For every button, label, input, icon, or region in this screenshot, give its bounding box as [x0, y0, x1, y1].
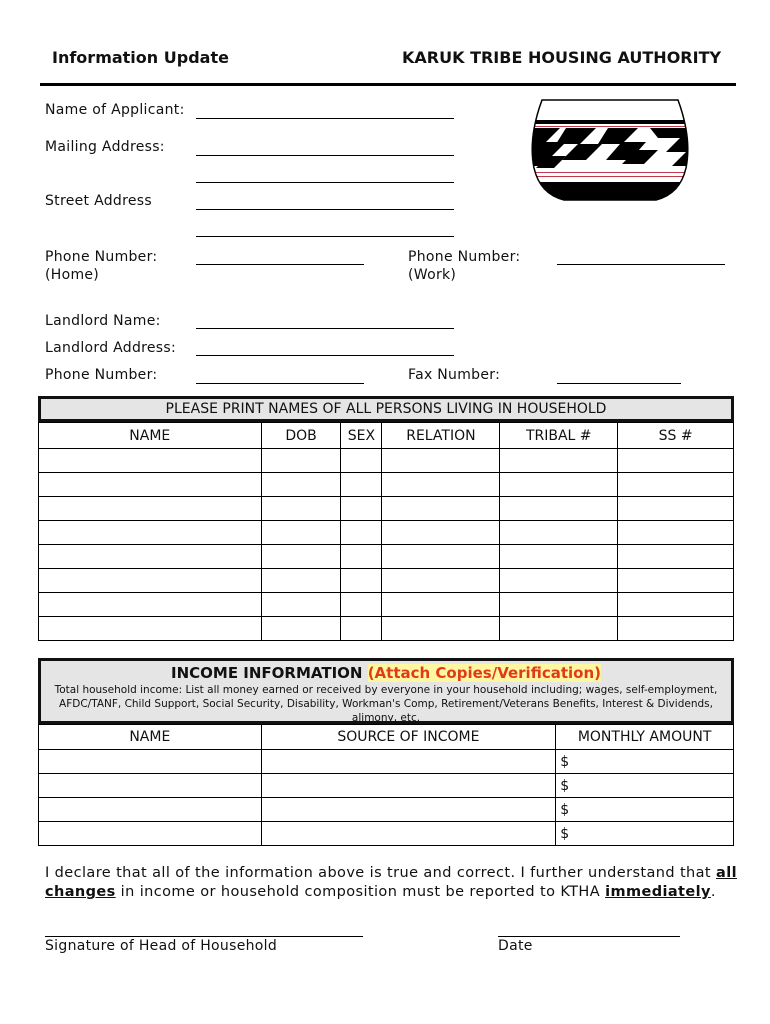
- income-col-name: NAME: [39, 725, 262, 750]
- landlord-address-label: Landlord Address:: [45, 340, 177, 356]
- basket-logo: [526, 98, 694, 202]
- header-rule: [40, 83, 736, 86]
- date-label: Date: [498, 938, 533, 954]
- income-cell[interactable]: [261, 750, 556, 774]
- household-cell[interactable]: [382, 569, 500, 593]
- street-address-label: Street Address: [45, 193, 152, 209]
- household-cell[interactable]: [618, 617, 734, 641]
- income-amount-cell[interactable]: $: [556, 774, 734, 798]
- household-cell[interactable]: [618, 545, 734, 569]
- household-cell[interactable]: [341, 497, 382, 521]
- household-cell[interactable]: [261, 521, 341, 545]
- household-row: [39, 473, 734, 497]
- income-cell[interactable]: [261, 774, 556, 798]
- income-cell[interactable]: [39, 750, 262, 774]
- household-cell[interactable]: [39, 569, 262, 593]
- declaration-text: [45, 864, 745, 902]
- form-title: Information Update: [52, 48, 229, 67]
- household-cell[interactable]: [341, 617, 382, 641]
- household-cell[interactable]: [382, 617, 500, 641]
- household-cell[interactable]: [261, 545, 341, 569]
- household-col-relation: RELATION: [382, 423, 500, 449]
- household-cell[interactable]: [382, 593, 500, 617]
- declaration-emph-all-changes: all changes: [45, 865, 737, 900]
- household-cell[interactable]: [618, 569, 734, 593]
- organization-name: KARUK TRIBE HOUSING AUTHORITY: [402, 48, 722, 67]
- income-cell[interactable]: [261, 798, 556, 822]
- household-cell[interactable]: [261, 497, 341, 521]
- income-row: [39, 774, 734, 798]
- income-title: INCOME INFORMATION: [171, 664, 363, 682]
- household-cell[interactable]: [341, 569, 382, 593]
- applicant-name-label: Name of Applicant:: [45, 102, 185, 118]
- household-col-sex: SEX: [341, 423, 382, 449]
- household-cell[interactable]: [382, 473, 500, 497]
- income-row: [39, 798, 734, 822]
- household-table: [38, 422, 734, 641]
- household-cell[interactable]: [382, 545, 500, 569]
- phone-work-sub: (Work): [408, 267, 457, 283]
- household-cell[interactable]: [618, 473, 734, 497]
- household-cell[interactable]: [500, 521, 618, 545]
- household-col-name: NAME: [39, 423, 262, 449]
- income-amount-cell[interactable]: $: [556, 822, 734, 846]
- applicant-name-field[interactable]: [196, 118, 454, 119]
- landlord-name-field[interactable]: [196, 328, 454, 329]
- household-cell[interactable]: [341, 521, 382, 545]
- income-cell[interactable]: [39, 798, 262, 822]
- landlord-phone-label: Phone Number:: [45, 367, 158, 383]
- household-cell[interactable]: [39, 473, 262, 497]
- mailing-address-label: Mailing Address:: [45, 139, 165, 155]
- mailing-address-field[interactable]: [196, 155, 454, 156]
- household-row: [39, 617, 734, 641]
- household-col-ss: SS #: [618, 423, 734, 449]
- household-row: [39, 497, 734, 521]
- income-cell[interactable]: [39, 822, 262, 846]
- phone-work-field[interactable]: [557, 264, 725, 265]
- phone-home-field[interactable]: [196, 264, 364, 265]
- income-cell[interactable]: [261, 822, 556, 846]
- income-cell[interactable]: [39, 774, 262, 798]
- household-cell[interactable]: [500, 473, 618, 497]
- landlord-address-field[interactable]: [196, 355, 454, 356]
- household-row: [39, 569, 734, 593]
- household-cell[interactable]: [261, 473, 341, 497]
- household-cell[interactable]: [39, 617, 262, 641]
- income-table: [38, 724, 734, 846]
- household-row: [39, 593, 734, 617]
- household-cell[interactable]: [382, 497, 500, 521]
- declaration-emph-immediately: immediately: [605, 884, 711, 900]
- landlord-fax-field[interactable]: [557, 383, 681, 384]
- household-cell[interactable]: [500, 449, 618, 473]
- household-cell[interactable]: [39, 545, 262, 569]
- income-amount-cell[interactable]: $: [556, 750, 734, 774]
- household-cell[interactable]: [341, 545, 382, 569]
- street-address-field-2[interactable]: [196, 236, 454, 237]
- phone-home-label: Phone Number:: [45, 249, 158, 265]
- household-row: [39, 545, 734, 569]
- signature-field[interactable]: [45, 936, 363, 937]
- income-attach-note: (Attach Copies/Verification): [367, 664, 601, 682]
- household-cell[interactable]: [500, 545, 618, 569]
- income-banner: [38, 658, 734, 724]
- household-cell[interactable]: [39, 593, 262, 617]
- household-col-dob: DOB: [261, 423, 341, 449]
- income-description: Total household income: List all money earned or received by everyone in your household including; wages, self-employment, AFDC/TANF, Child Support, Social Security, Disability, Workman's Comp, Retirement/Veterans Benefits, Interest & Dividends, alimony, etc.: [54, 684, 718, 724]
- household-cell[interactable]: [341, 449, 382, 473]
- household-cell[interactable]: [500, 569, 618, 593]
- household-cell[interactable]: [261, 593, 341, 617]
- household-cell[interactable]: [618, 593, 734, 617]
- phone-work-label: Phone Number:: [408, 249, 521, 265]
- income-title-line: [41, 664, 731, 682]
- income-col-amount: MONTHLY AMOUNT: [556, 725, 734, 750]
- landlord-name-label: Landlord Name:: [45, 313, 161, 329]
- income-row: [39, 822, 734, 846]
- street-address-field[interactable]: [196, 209, 454, 210]
- income-row: [39, 750, 734, 774]
- household-row: [39, 449, 734, 473]
- household-cell[interactable]: [261, 569, 341, 593]
- household-cell[interactable]: [39, 521, 262, 545]
- household-cell[interactable]: [382, 521, 500, 545]
- household-cell[interactable]: [618, 497, 734, 521]
- household-cell[interactable]: [341, 593, 382, 617]
- declaration-part2: in income or household composition must be reported to KTHA: [115, 884, 606, 900]
- phone-home-sub: (Home): [45, 267, 100, 283]
- signature-label: Signature of Head of Household: [45, 938, 278, 954]
- household-row: [39, 521, 734, 545]
- household-cell[interactable]: [39, 449, 262, 473]
- household-cell[interactable]: [261, 449, 341, 473]
- household-cell[interactable]: [382, 449, 500, 473]
- household-banner: PLEASE PRINT NAMES OF ALL PERSONS LIVING IN HOUSEHOLD: [38, 396, 734, 422]
- income-amount-cell[interactable]: $: [556, 798, 734, 822]
- mailing-address-field-2[interactable]: [196, 182, 454, 183]
- household-cell[interactable]: [500, 593, 618, 617]
- household-col-tribal: TRIBAL #: [500, 423, 618, 449]
- landlord-phone-field[interactable]: [196, 383, 364, 384]
- household-cell[interactable]: [500, 617, 618, 641]
- declaration-part1: I declare that all of the information above is true and correct. I further understand that: [45, 865, 717, 881]
- declaration-part3: .: [710, 884, 716, 900]
- household-cell[interactable]: [261, 617, 341, 641]
- household-cell[interactable]: [500, 497, 618, 521]
- landlord-fax-label: Fax Number:: [408, 367, 501, 383]
- income-col-source: SOURCE OF INCOME: [261, 725, 556, 750]
- household-cell[interactable]: [618, 449, 734, 473]
- household-cell[interactable]: [39, 497, 262, 521]
- date-field[interactable]: [498, 936, 680, 937]
- household-cell[interactable]: [618, 521, 734, 545]
- household-cell[interactable]: [341, 473, 382, 497]
